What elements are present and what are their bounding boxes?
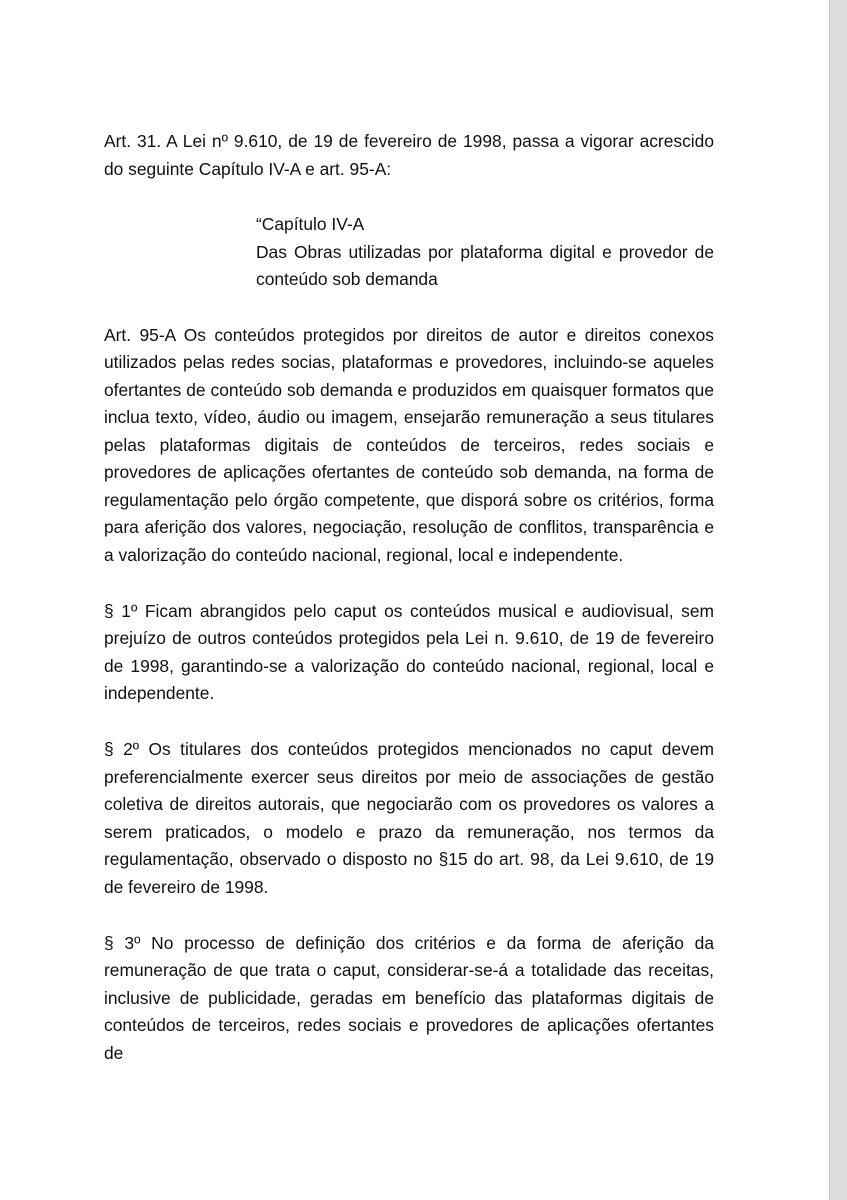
document-body	[104, 128, 714, 1067]
chapter-title: “Capítulo IV-A	[256, 214, 365, 234]
chapter-heading	[256, 211, 714, 294]
article-31: Art. 31. A Lei nº 9.610, de 19 de fevereiro de 1998, passa a vigorar acrescido do seguinte Capítulo IV-A e art. 95-A:	[104, 131, 714, 179]
article-95a: Art. 95-A Os conteúdos protegidos por direitos de autor e direitos conexos utilizados pelas redes socias, plataformas e provedores, incluindo-se aqueles ofertantes de conteúdo sob demanda e produzidos em quaisquer formatos que inclua texto, vídeo, áudio ou imagem, ensejarão remuneração a seus titulares pelas plataformas digitais de conteúdos de terceiros, redes sociais e provedores de aplicações ofertantes de conteúdo sob demanda, na forma de regulamentação pelo órgão competente, que disporá sobre os critérios, forma para aferição dos valores, negociação, resolução de conflitos, transparência e a valorização do conteúdo nacional, regional, local e independente.	[104, 324, 714, 565]
scrollbar-track[interactable]	[829, 0, 847, 1200]
paragraph-3: § 3º No processo de definição dos critérios e da forma de aferição da remuneração de que trata o caput, considerar-se-á a totalidade das receitas, inclusive de publicidade, geradas em benefício das plataformas digitais de conteúdos de terceiros, redes sociais e provedores de aplicações ofertantes de	[104, 932, 714, 1063]
paragraph-2: § 2º Os titulares dos conteúdos protegidos mencionados no caput devem preferencialmente exercer seus direitos por meio de associações de gestão coletiva de direitos autorais, que negociarão com os provedores os valores a serem praticados, o modelo e prazo da remuneração, nos termos da regulamentação, observado o disposto no §15 do art. 98, da Lei 9.610, de 19 de fevereiro de 1998.	[104, 739, 714, 897]
paragraph-1: § 1º Ficam abrangidos pelo caput os conteúdos musical e audiovisual, sem prejuízo de outros conteúdos protegidos pela Lei n. 9.610, de 19 de fevereiro de 1998, garantindo-se a valorização do conteúdo nacional, regional, local e independente.	[104, 600, 714, 703]
chapter-description: Das Obras utilizadas por plataforma digital e provedor de conteúdo sob demanda	[256, 241, 714, 289]
